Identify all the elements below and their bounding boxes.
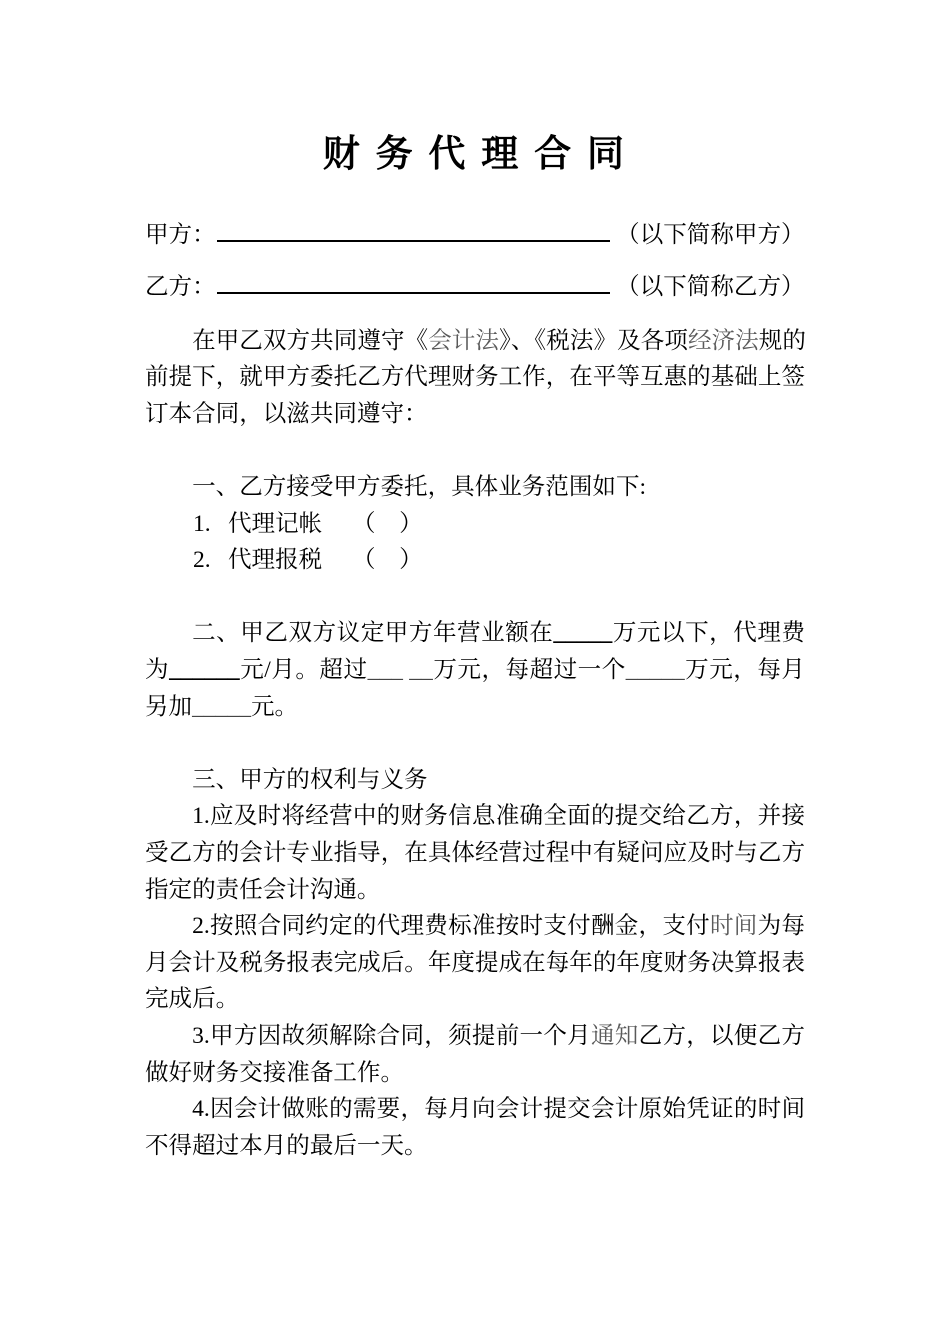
item-label: 代理报税 — [228, 547, 323, 574]
party-a-name-blank — [217, 239, 610, 242]
obligation-line: 做好财务交接准备工作。 — [145, 1059, 405, 1086]
obligation-text: 乙方，以便乙方 — [638, 1022, 805, 1049]
obligation-line: 4.因会计做账的需要，每月向会计提交会计原始凭证的时间 — [192, 1096, 805, 1123]
revenue-limit-blank: _____ — [553, 620, 613, 647]
party-b-line — [145, 269, 810, 306]
section-2-line-2 — [145, 652, 805, 689]
fee-text: 元。 — [250, 693, 299, 720]
preamble-text: 在甲乙双方共同遵守《 — [192, 327, 429, 354]
preamble-line-1 — [145, 323, 805, 360]
excess-threshold-blank: ___ __ — [367, 657, 433, 684]
contract-body — [145, 323, 805, 1165]
party-b-label: 乙方： — [145, 273, 216, 300]
obligation-item-3 — [145, 1018, 805, 1091]
preamble-line-3: 订本合同，以滋共同遵守： — [145, 400, 428, 427]
party-a-note: （以下简称甲方） — [616, 221, 805, 248]
law-reference-accounting: 会计法 — [428, 327, 500, 354]
section-2-fees — [145, 615, 805, 725]
section-1-service-scope — [145, 469, 805, 579]
item-number: 2. — [193, 547, 211, 574]
obligation-item-4 — [145, 1091, 805, 1164]
party-a-label: 甲方： — [145, 221, 216, 248]
fee-text: 万元以下，代理费 — [612, 620, 805, 647]
fee-text: 万元，每月 — [684, 657, 805, 684]
obligation-item-2 — [145, 908, 805, 1018]
obligation-line: 完成后。 — [145, 986, 240, 1013]
party-b-note: （以下简称乙方） — [616, 273, 805, 300]
item-check-brackets: （ ） — [352, 547, 423, 574]
section-1-heading: 一、乙方接受甲方委托，具体业务范围如下: — [192, 474, 647, 501]
obligation-text: 2.按照合同约定的代理费标准按时支付酬金，支付 — [192, 913, 710, 940]
fee-text: 万元，每超过一个 — [432, 657, 626, 684]
extra-fee-blank: _____ — [192, 693, 251, 720]
preamble-line-2: 前提下，就甲方委托乙方代理财务工作，在平等互惠的基础上签 — [145, 364, 805, 391]
section-2-line-3 — [145, 689, 805, 726]
item-number: 1. — [193, 510, 211, 537]
obligation-line: 月会计及税务报表完成后。年度提成在每年的年度财务决算报表 — [145, 949, 805, 976]
preamble-text: 规的 — [758, 327, 805, 354]
fee-text: 元/月。超过 — [239, 657, 368, 684]
monthly-fee-blank: ______ — [169, 657, 240, 684]
obligation-text-highlight: 时间 — [710, 913, 758, 940]
fee-text: 另加 — [145, 693, 193, 720]
preamble-paragraph — [145, 323, 805, 433]
obligation-item-1 — [145, 798, 805, 908]
item-label: 代理记帐 — [228, 510, 323, 537]
obligation-text-highlight: 通知 — [590, 1022, 639, 1049]
section-3-party-a-obligations — [145, 762, 805, 1165]
obligation-text: 3.甲方因故须解除合同，须提前一个月 — [192, 1022, 591, 1049]
law-reference-economic: 经济法 — [687, 327, 759, 354]
preamble-text: 》、《税法》及各项 — [499, 327, 688, 354]
obligation-line: 1.应及时将经营中的财务信息准确全面的提交给乙方，并接 — [192, 803, 805, 830]
excess-step-blank: _____ — [625, 657, 685, 684]
fee-text: 为 — [145, 657, 170, 684]
obligation-line: 指定的责任会计沟通。 — [145, 876, 381, 903]
contract-title: 财 务 代 理 合 同 — [322, 134, 628, 175]
item-check-brackets: （ ） — [352, 510, 423, 537]
party-a-line — [145, 217, 810, 254]
obligation-line — [145, 908, 805, 945]
party-b-name-blank — [217, 291, 610, 294]
obligation-line — [145, 1018, 805, 1055]
fee-text: 二、甲乙双方议定甲方年营业额在 — [192, 620, 554, 647]
service-item-bookkeeping — [145, 506, 805, 543]
obligation-text: 为每 — [757, 913, 805, 940]
section-2-line-1 — [145, 615, 805, 652]
section-3-heading: 三、甲方的权利与义务 — [192, 766, 428, 793]
obligation-line: 不得超过本月的最后一天。 — [145, 1132, 428, 1159]
service-item-tax-filing — [145, 542, 805, 579]
obligation-line: 受乙方的会计专业指导，在具体经营过程中有疑问应及时与乙方 — [145, 840, 805, 866]
